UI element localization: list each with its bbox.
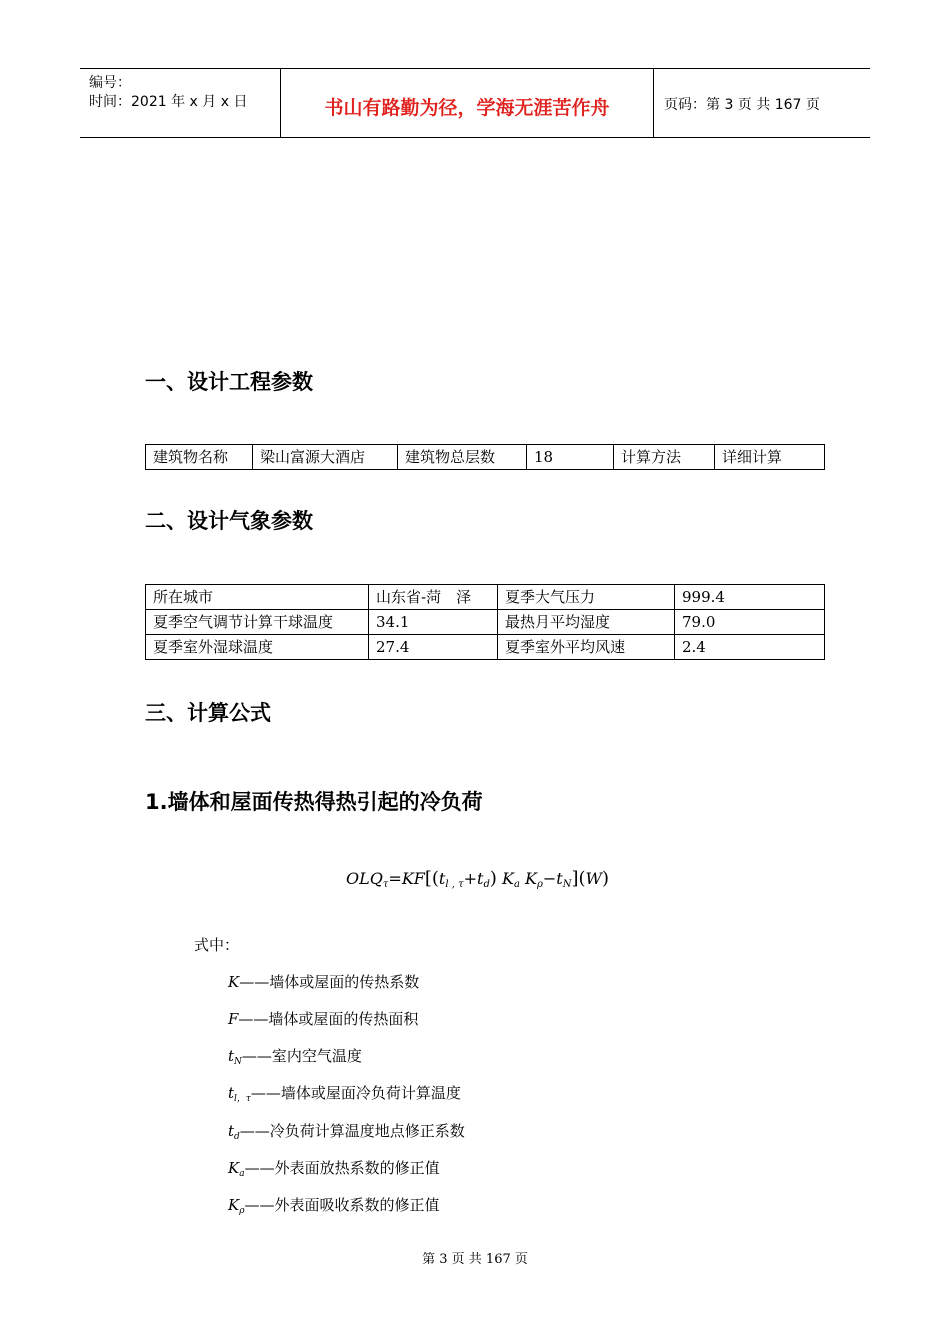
formula-k2: K bbox=[525, 869, 537, 888]
formula-unit: W bbox=[585, 869, 602, 888]
definition-item bbox=[228, 1120, 465, 1142]
table-cell: 夏季室外湿球温度 bbox=[146, 635, 369, 660]
table-cell: 夏季空气调节计算干球温度 bbox=[146, 610, 369, 635]
definition-item bbox=[228, 1157, 440, 1179]
def-text: ——室内空气温度 bbox=[241, 1047, 362, 1065]
formula-t1-sub: l , τ bbox=[445, 879, 464, 890]
def-symbol: F bbox=[228, 1010, 239, 1028]
def-text: ——冷负荷计算温度地点修正系数 bbox=[239, 1122, 465, 1140]
def-text: ——墙体或屋面的传热系数 bbox=[239, 973, 420, 991]
formula-plus: + bbox=[463, 869, 478, 888]
formula-k1: K bbox=[502, 869, 514, 888]
formula-k1-sub: a bbox=[513, 879, 520, 890]
formula-t1: t bbox=[438, 869, 446, 888]
def-symbol: t bbox=[228, 1122, 235, 1140]
formula-minus: − bbox=[542, 869, 557, 888]
time-label: 时间：2021 年 x 月 x 日 bbox=[89, 94, 248, 110]
def-subscript: l，τ bbox=[234, 1094, 251, 1104]
def-symbol: K bbox=[228, 973, 240, 991]
formula-lhs-sub: τ bbox=[382, 879, 389, 890]
table-row bbox=[146, 585, 825, 610]
table-cell: 27.4 bbox=[369, 635, 498, 660]
def-text: ——外表面吸收系数的修正值 bbox=[244, 1196, 440, 1214]
definition-item bbox=[228, 1194, 440, 1216]
def-subscript: ρ bbox=[239, 1206, 245, 1216]
table-cell: 山东省-菏 泽 bbox=[369, 585, 498, 610]
bracket-open: [( bbox=[424, 868, 439, 889]
table-cell: 2.4 bbox=[675, 635, 825, 660]
table-row bbox=[146, 635, 825, 660]
table-cell: 最热月平均湿度 bbox=[498, 610, 675, 635]
table-cell: 34.1 bbox=[369, 610, 498, 635]
table-cell: 梁山富源大酒店 bbox=[253, 445, 398, 470]
definition-item bbox=[228, 971, 419, 993]
formula-eq: =KF bbox=[388, 869, 425, 888]
table-cell: 详细计算 bbox=[715, 445, 825, 470]
building-params-table bbox=[145, 444, 825, 470]
table-cell: 所在城市 bbox=[146, 585, 369, 610]
table-row bbox=[146, 445, 825, 470]
formula-t2: t bbox=[477, 869, 484, 888]
header-right-cell bbox=[654, 69, 870, 137]
def-subscript: a bbox=[239, 1169, 245, 1179]
table-cell: 79.0 bbox=[675, 610, 825, 635]
bracket-close: ]( bbox=[571, 868, 586, 889]
subheading-wall-roof-load: 1.墙体和屋面传热得热引起的冷负荷 bbox=[145, 790, 483, 814]
table-cell: 18 bbox=[527, 445, 614, 470]
formula-k2-sub: ρ bbox=[536, 879, 543, 890]
section-heading-formula: 三、计算公式 bbox=[145, 701, 271, 725]
def-subscript: N bbox=[234, 1057, 242, 1067]
formula-lhs: OLQ bbox=[346, 869, 383, 888]
page-info: 页码：第 3 页 共 167 页 bbox=[664, 97, 820, 113]
formula-t3-sub: N bbox=[562, 879, 572, 890]
definition-item bbox=[228, 1082, 461, 1104]
table-cell: 999.4 bbox=[675, 585, 825, 610]
header-center-cell bbox=[281, 69, 654, 137]
def-symbol: K bbox=[228, 1196, 240, 1214]
number-label: 编号： bbox=[89, 75, 131, 91]
section-heading-design-params: 一、设计工程参数 bbox=[145, 370, 313, 394]
def-text: ——墙体或屋面冷负荷计算温度 bbox=[250, 1084, 461, 1102]
motto: 书山有路勤为径，学海无涯苦作舟 bbox=[324, 97, 610, 119]
cooling-load-formula bbox=[346, 868, 609, 890]
bracket-close-paren: ) bbox=[489, 868, 497, 889]
def-symbol: t bbox=[228, 1047, 235, 1065]
definition-item bbox=[228, 1008, 418, 1030]
table-cell: 计算方法 bbox=[614, 445, 715, 470]
table-cell: 夏季大气压力 bbox=[498, 585, 675, 610]
page-footer: 第 3 页 共 167 页 bbox=[422, 1252, 528, 1267]
def-symbol: t bbox=[228, 1084, 235, 1102]
section-heading-weather-params: 二、设计气象参数 bbox=[145, 509, 313, 533]
def-subscript: d bbox=[234, 1132, 240, 1142]
table-row bbox=[146, 610, 825, 635]
def-text: ——外表面放热系数的修正值 bbox=[244, 1159, 440, 1177]
definition-item bbox=[228, 1045, 362, 1067]
table-cell: 建筑物总层数 bbox=[398, 445, 527, 470]
def-text: ——墙体或屋面的传热面积 bbox=[238, 1010, 419, 1028]
weather-params-table bbox=[145, 584, 825, 660]
def-symbol: K bbox=[228, 1159, 240, 1177]
table-cell: 夏季室外平均风速 bbox=[498, 635, 675, 660]
formula-t2-sub: d bbox=[483, 879, 490, 890]
formula-t3: t bbox=[556, 869, 563, 888]
header-left-cell bbox=[80, 69, 281, 137]
bracket-unit-close: ) bbox=[601, 868, 609, 889]
where-label: 式中： bbox=[194, 936, 240, 954]
table-cell: 建筑物名称 bbox=[146, 445, 253, 470]
page-header bbox=[80, 68, 870, 138]
